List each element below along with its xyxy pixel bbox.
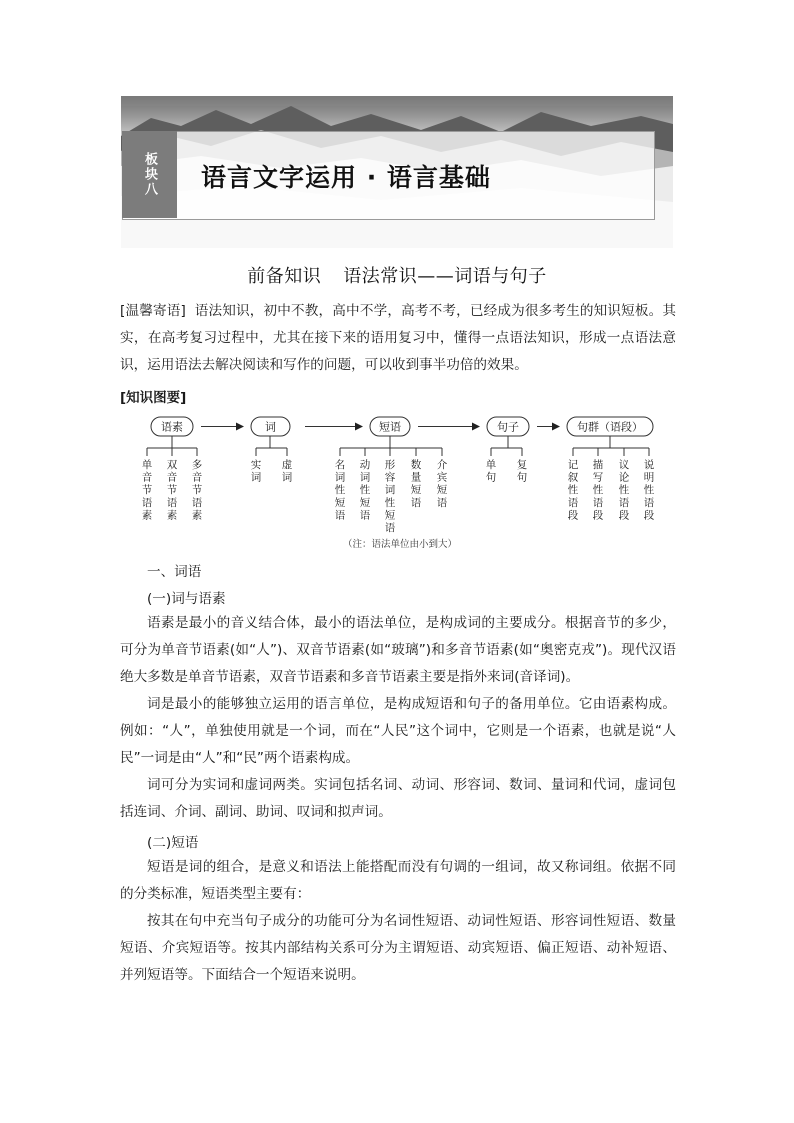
intro-paragraph	[120, 298, 676, 379]
diagram-leaf-char: 语	[592, 496, 604, 509]
diagram-leaf-char: 语	[643, 496, 655, 509]
node-word: 词	[265, 420, 276, 434]
diagram-leaf-char: 段	[567, 509, 579, 522]
diagram-leaf-char: 性	[618, 484, 630, 497]
node-paragraph: 句群（语段）	[577, 420, 643, 434]
diagram-leaf-char: 多	[191, 459, 203, 471]
diagram-leaf-char: 语	[334, 509, 346, 522]
diagram-leaf-char: 单	[141, 459, 153, 471]
diagram-leaf-char: 动	[359, 459, 371, 471]
diagram-leaf-char: 语	[166, 496, 178, 509]
diagram-leaf-char: 词	[334, 471, 346, 484]
diagram-leaf-char: 段	[643, 509, 655, 522]
diagram-leaf-char: 音	[166, 471, 178, 484]
diagram-leaf-char: 介	[436, 459, 448, 471]
diagram-leaf-char: 单	[485, 459, 497, 471]
diagram-leaf-char: 语	[436, 496, 448, 509]
diagram-leaf-char: 描	[592, 459, 604, 471]
paragraph-word: 词是最小的能够独立运用的语言单位，是构成短语和句子的备用单位。它由语素构成。例如：“人”，单独使用就是一个词，而在“人民”这个词中，它则是一个语素，也就是说“人民”一词是由“人”和“民”两个语素构成。	[120, 696, 676, 766]
banner-title: 语言文字运用 · 语言基础	[201, 163, 491, 192]
diagram-leaf-char: 词	[250, 471, 262, 484]
node-phrase: 短语	[379, 420, 401, 434]
diagram-leaf-char: 性	[567, 484, 579, 497]
diagram-leaf-char: 实	[250, 459, 262, 471]
intro-tag: [温馨寄语]	[120, 303, 186, 319]
diagram-leaf-char: 性	[592, 484, 604, 497]
diagram-leaf-char: 写	[592, 471, 604, 484]
diagram-leaf-char: 性	[384, 496, 396, 509]
paragraph-word-classes: 词可分为实词和虚词两类。实词包括名词、动词、形容词、数词、量词和代词，虚词包括连词、介词、副词、助词、叹词和拟声词。	[120, 777, 676, 820]
diagram-leaf-char: 短	[410, 484, 422, 497]
diagram-leaf-char: 素	[141, 509, 153, 522]
diagram-leaf-char: 性	[359, 484, 371, 497]
diagram-leaf-char: 短	[359, 496, 371, 509]
diagram-leaf-char: 虚	[281, 459, 293, 471]
banner-tab-label: 板块八	[142, 152, 157, 197]
diagram-leaf-char: 宾	[436, 471, 448, 484]
heading-words: 一、词语	[147, 564, 202, 580]
paragraph-phrase-types: 按其在句中充当句子成分的功能可分为名词性短语、动词性短语、形容词性短语、数量短语、介宾短语等。按其内部结构关系可分为主谓短语、动宾短语、偏正短语、动补短语、并列短语等。下面结合一个短语来说明。	[120, 913, 676, 983]
diagram-leaf-char: 形	[384, 459, 396, 471]
diagram-leaf-char: 性	[334, 484, 346, 497]
intro-text: 语法知识，初中不教，高中不学，高考不考，已经成为很多考生的知识短板。其实，在高考复习过程中，尤其在接下来的语用复习中，懂得一点语法知识，形成一点语法意识，运用语法去解决阅读和写作的问题，可以收到事半功倍的效果。	[120, 303, 676, 373]
diagram-leaf-char: 段	[592, 509, 604, 522]
diagram-leaf-char: 音	[191, 471, 203, 484]
section-title-part1: 前备知识	[247, 266, 322, 287]
diagram-leaf-char: 记	[567, 459, 579, 471]
diagram-leaf-char: 语	[359, 509, 371, 522]
diagram-leaf-char: 段	[618, 509, 630, 522]
diagram-leaf-char: 短	[334, 496, 346, 509]
diagram-leaf-char: 节	[141, 484, 153, 497]
diagram-leaves	[142, 458, 655, 534]
diagram-leaf-char: 素	[166, 509, 178, 522]
node-morpheme: 语素	[161, 420, 183, 434]
diagram-note: （注：语法单位由小到大）	[342, 539, 458, 550]
diagram-leaf-char: 短	[436, 484, 448, 497]
diagram-leaf-char: 素	[191, 509, 203, 522]
diagram-leaf-char: 量	[410, 471, 422, 484]
diagram-leaf-char: 名	[334, 459, 346, 471]
diagram-leaf-char: 语	[191, 496, 203, 509]
diagram-leaf-char: 节	[191, 484, 203, 497]
diagram-leaf-char: 音	[141, 471, 153, 484]
diagram-leaf-char: 语	[567, 496, 579, 509]
diagram-leaf-char: 词	[384, 484, 396, 497]
diagram-leaf-char: 论	[618, 471, 630, 484]
diagram-leaf-char: 节	[166, 484, 178, 497]
diagram-leaf-char: 语	[410, 496, 422, 509]
diagram-leaf-char: 语	[384, 522, 396, 534]
diagram-leaf-char: 叙	[567, 471, 579, 484]
section-title	[0, 262, 794, 288]
diagram-leaf-char: 复	[516, 459, 528, 471]
diagram-leaf-char: 短	[384, 509, 396, 522]
node-sentence: 句子	[497, 420, 519, 434]
diagram-leaf-char: 容	[384, 471, 396, 484]
section-title-part2: 语法常识——词语与句子	[343, 266, 547, 287]
banner-tab	[122, 131, 177, 218]
diagram-leaf-char: 说	[643, 459, 655, 471]
diagram-leaf-char: 双	[166, 459, 178, 471]
diagram-leaf-char: 议	[618, 459, 630, 471]
diagram-leaf-char: 词	[281, 471, 293, 484]
subheading-phrases: (二)短语	[147, 835, 199, 851]
diagram-leaf-char: 词	[359, 471, 371, 484]
diagram-leaf-char: 性	[643, 484, 655, 497]
diagram-leaf-char: 语	[618, 496, 630, 509]
knowledge-map-label: [知识图要]	[120, 390, 187, 406]
diagram-leaf-char: 数	[410, 459, 422, 471]
grammar-units-diagram	[130, 414, 670, 556]
diagram-leaf-char: 明	[643, 471, 655, 484]
diagram-leaf-char: 句	[485, 471, 497, 484]
subheading-words-morphemes: (一)词与语素	[147, 591, 226, 607]
paragraph-phrase-definition: 短语是词的组合，是意义和语法上能搭配而没有句调的一组词，故又称词组。依据不同的分类标准，短语类型主要有：	[120, 859, 676, 902]
paragraph-morpheme: 语素是最小的音义结合体，最小的语法单位，是构成词的主要成分。根据音节的多少，可分为单音节语素(如“人”)、双音节语素(如“玻璃”)和多音节语素(如“奥密克戎”)。现代汉语绝大多数是单音节语素，双音节语素和多音节语素主要是指外来词(音译词)。	[120, 615, 676, 685]
diagram-leaf-char: 句	[516, 471, 528, 484]
diagram-leaf-char: 语	[141, 496, 153, 509]
